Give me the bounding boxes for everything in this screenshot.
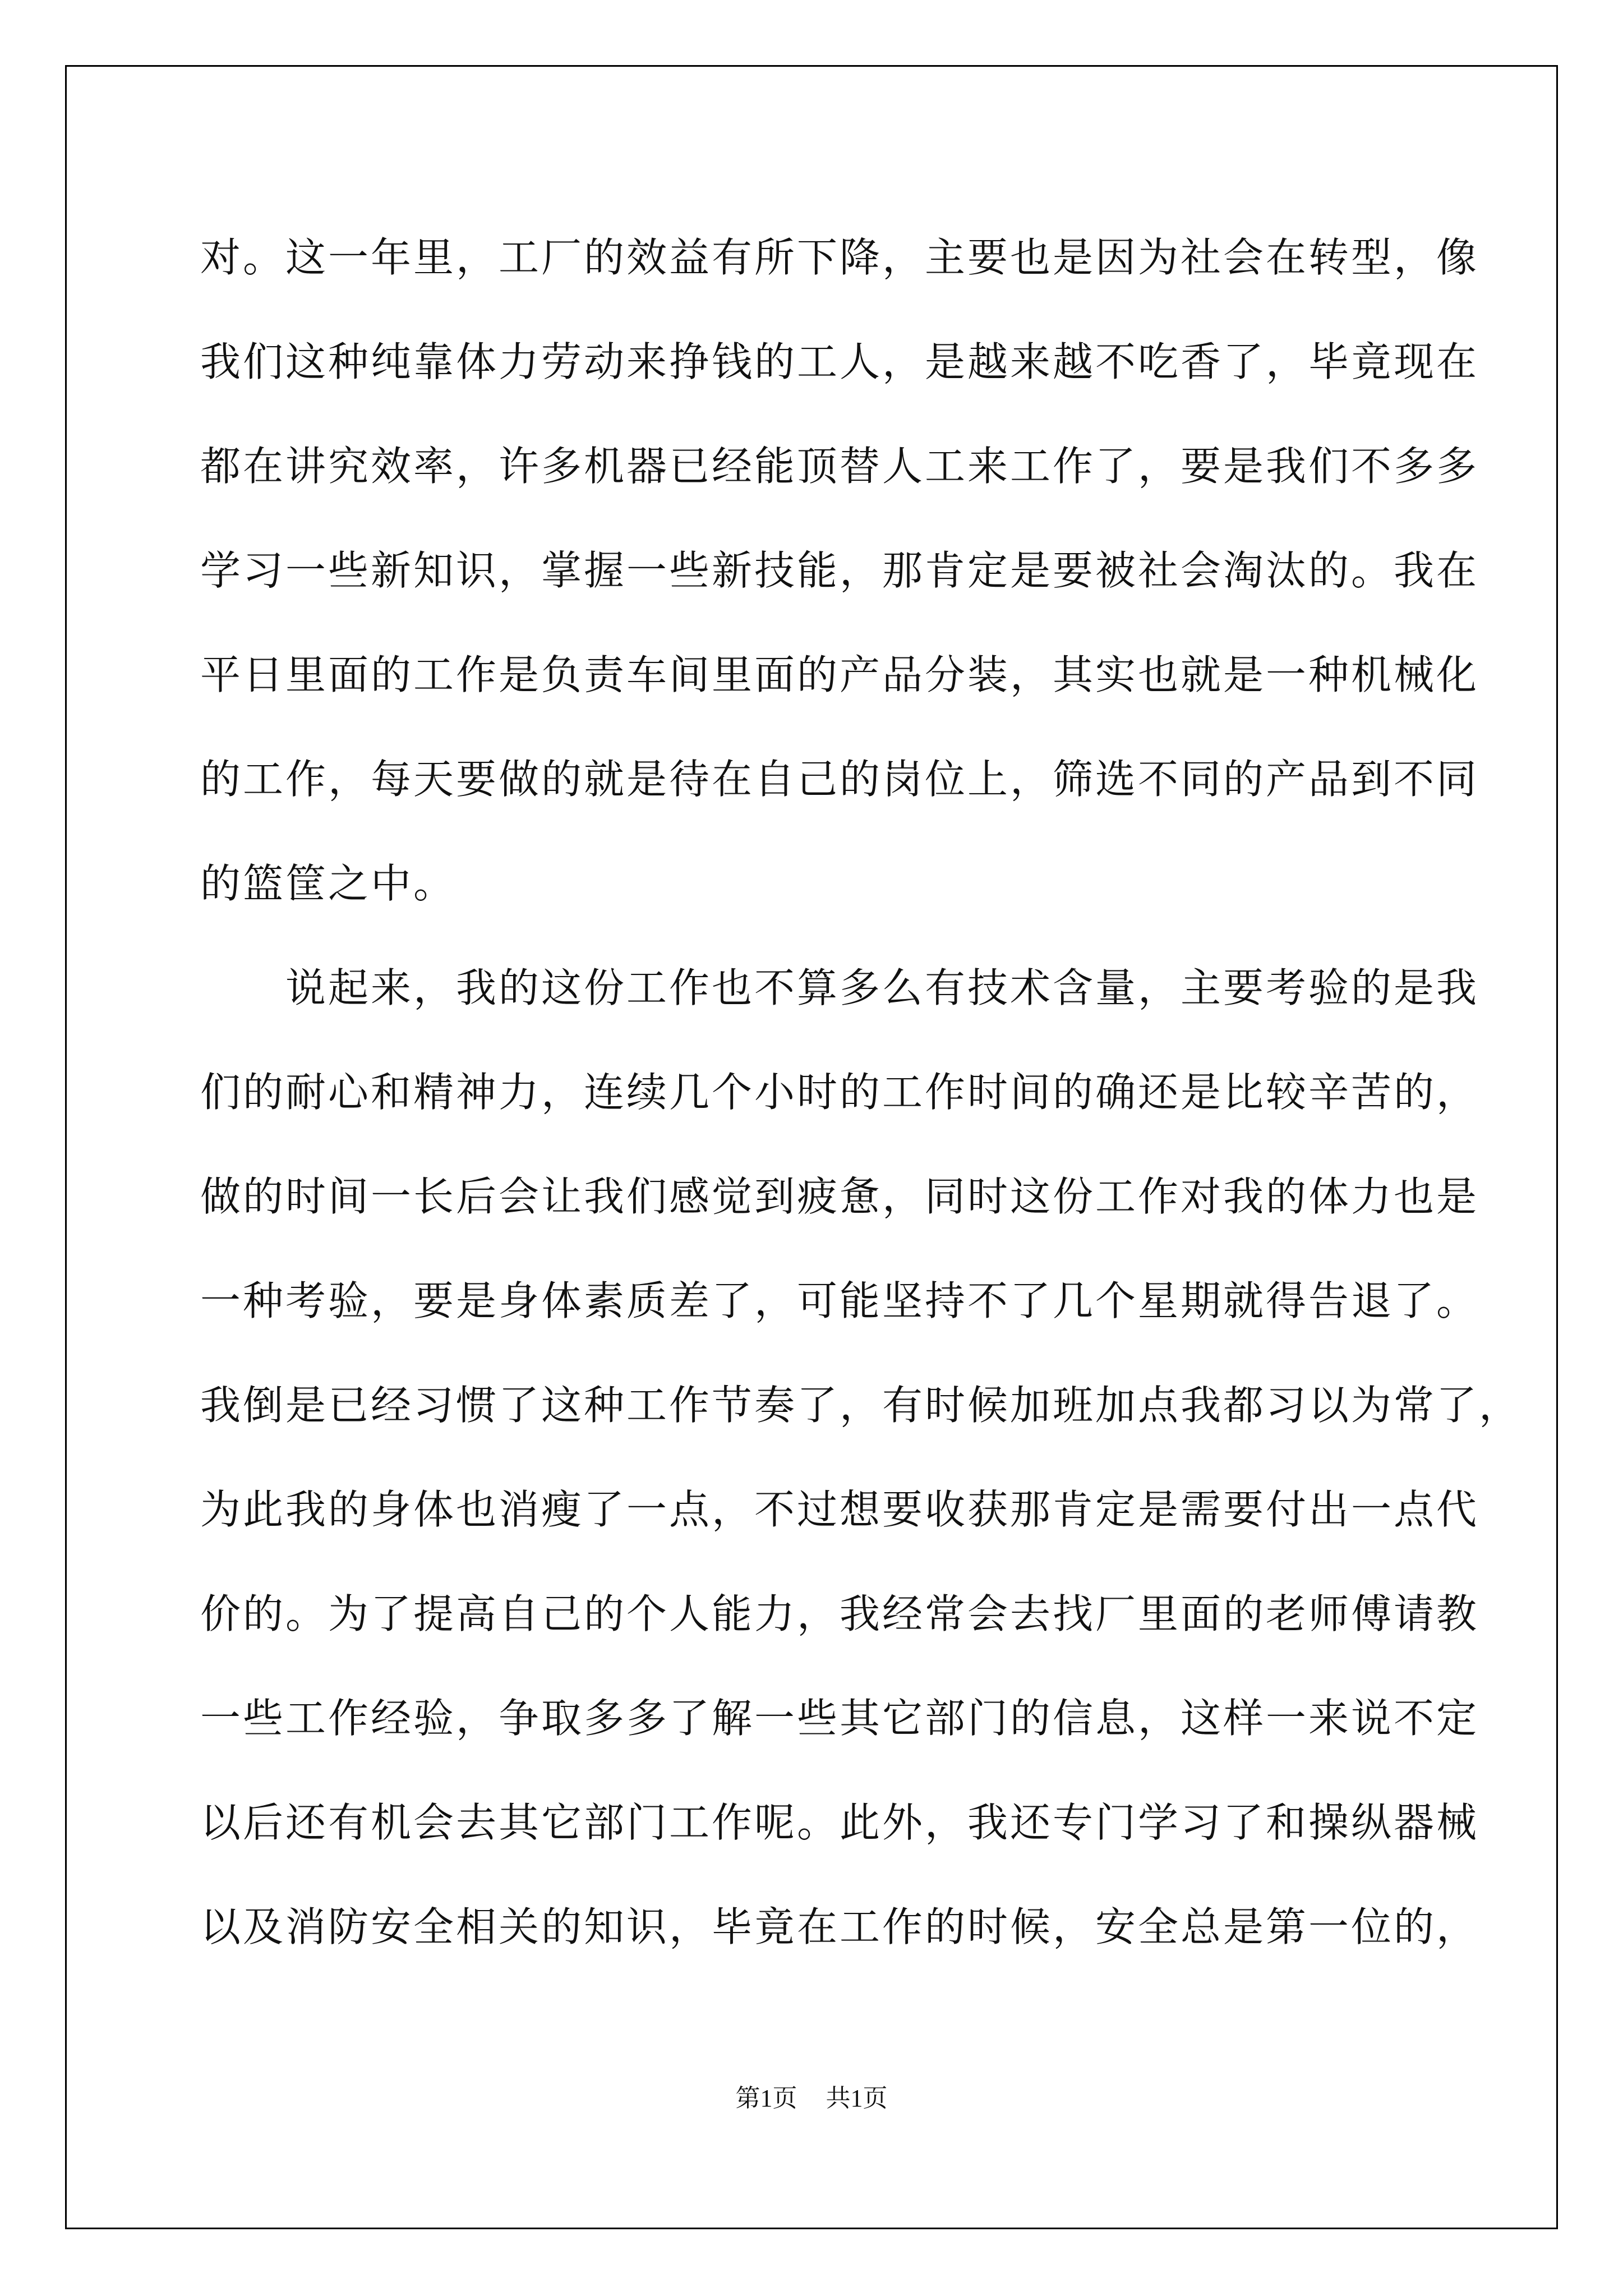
text-line: 学习一些新知识，掌握一些新技能，那肯定是要被社会淘汰的。我在 (200, 547, 1479, 594)
text-line: 为此我的身体也消瘦了一点，不过想要收获那肯定是需要付出一点代 (200, 1486, 1479, 1533)
page-number: 第1页 (735, 2085, 797, 2112)
text-line: 的篮筐之中。 (200, 860, 457, 907)
text-line: 做的时间一长后会让我们感觉到疲惫，同时这份工作对我的体力也是 (200, 1173, 1479, 1220)
text-line: 以及消防安全相关的知识，毕竟在工作的时候，安全总是第一位的， (200, 1903, 1479, 1950)
document-body (200, 205, 1522, 1979)
text-line: 对。这一年里，工厂的效益有所下降，主要也是因为社会在转型，像 (200, 234, 1479, 281)
text-line: 平日里面的工作是负责车间里面的产品分装，其实也就是一种机械化 (200, 651, 1479, 698)
text-line: 都在讲究效率，许多机器已经能顶替人工来工作了，要是我们不多多 (200, 443, 1479, 490)
page-total: 共1页 (826, 2085, 888, 2112)
text-line: 价的。为了提高自己的个人能力，我经常会去找厂里面的老师傅请教 (200, 1590, 1479, 1637)
text-line: 以后还有机会去其它部门工作呢。此外，我还专门学习了和操纵器械 (200, 1799, 1479, 1846)
page-footer (0, 2078, 1623, 2114)
text-line: 一些工作经验，争取多多了解一些其它部门的信息，这样一来说不定 (200, 1695, 1479, 1742)
text-line: 的工作，每天要做的就是待在自己的岗位上，筛选不同的产品到不同 (200, 756, 1479, 803)
text-line: 说起来，我的这份工作也不算多么有技术含量，主要考验的是我 (200, 964, 1479, 1011)
text-line: 们的耐心和精神力，连续几个小时的工作时间的确还是比较辛苦的， (200, 1069, 1479, 1116)
text-line: 一种考验，要是身体素质差了，可能坚持不了几个星期就得告退了。 (200, 1277, 1479, 1324)
text-line: 我倒是已经习惯了这种工作节奏了，有时候加班加点我都习以为常了， (200, 1382, 1522, 1429)
text-line: 我们这种纯靠体力劳动来挣钱的工人，是越来越不吃香了，毕竟现在 (200, 338, 1479, 385)
